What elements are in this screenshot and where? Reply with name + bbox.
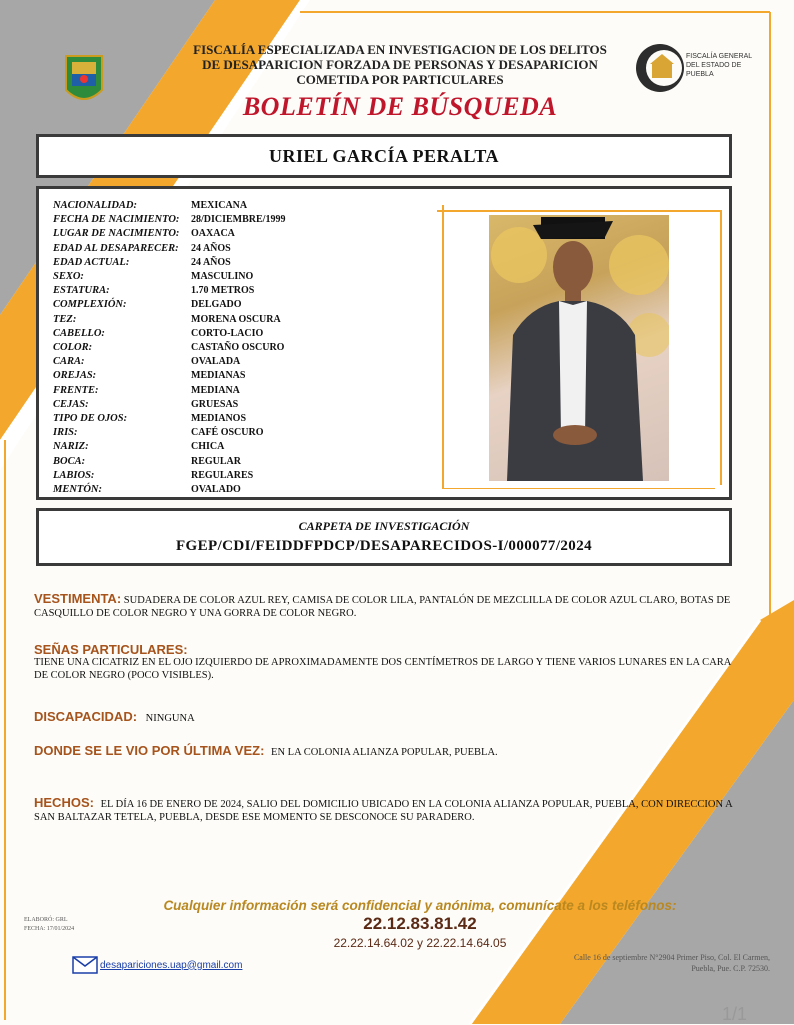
details-list: [53, 199, 285, 497]
detail-value: 24 AÑOS: [191, 256, 231, 268]
detail-row: [53, 455, 285, 469]
bulletin-title: BOLETÍN DE BÚSQUEDA: [242, 92, 558, 121]
detail-row: [53, 227, 285, 241]
detail-row: [53, 341, 285, 355]
detail-value: REGULAR: [191, 455, 242, 467]
confidential-notice: Cualquier información será confidencial y anónima, comunícate a los teléfonos:: [163, 898, 677, 913]
email-contact[interactable]: [72, 956, 242, 974]
agency-title: [150, 42, 650, 87]
detail-value: CASTAÑO OSCURO: [191, 342, 285, 354]
logo-text-line-3: PUEBLA: [686, 71, 714, 78]
elaborated-by: ELABORÓ: GRL: [24, 917, 68, 923]
detail-value: MASCULINO: [191, 271, 254, 283]
investigation-file-number: FGEP/CDI/FEIDDFPDCP/DESAPARECIDOS-I/000077/2024: [175, 538, 593, 554]
detail-label: COMPLEXIÓN:: [53, 299, 127, 311]
facts-section: [34, 796, 734, 824]
investigation-file-label: CARPETA DE INVESTIGACIÓN: [298, 519, 470, 533]
facts-label: HECHOS:: [34, 795, 94, 810]
detail-label: LABIOS:: [53, 469, 95, 481]
detail-row: [53, 440, 285, 454]
clothing-section: [34, 592, 734, 620]
detail-row: [53, 426, 285, 440]
detail-row: [53, 355, 285, 369]
agency-title-line-3: COMETIDA POR PARTICULARES: [296, 72, 504, 87]
detail-row: [53, 242, 285, 256]
detail-value: 24 AÑOS: [191, 242, 231, 254]
elaboration-date: FECHA: 17/01/2024: [24, 926, 75, 932]
detail-value: CHICA: [191, 441, 225, 453]
detail-label: CABELLO:: [53, 327, 105, 339]
main-phone[interactable]: 22.12.83.81.42: [363, 914, 477, 933]
detail-label: EDAD ACTUAL:: [53, 256, 130, 268]
detail-value: OAXACA: [191, 228, 235, 240]
agency-title-line-2: DE DESAPARICION FORZADA DE PERSONAS Y DESAPARICION: [202, 57, 598, 72]
detail-row: [53, 256, 285, 270]
detail-label: OREJAS:: [53, 370, 97, 382]
detail-row: [53, 398, 285, 412]
facts-text: EL DÍA 16 DE ENERO DE 2024, SALIO DEL DOMICILIO UBICADO EN LA COLONIA ALIANZA POPULAR, PUEBLA, CON DIRECCION A SAN BALTAZAR TETELA, PUEBLA, DESDE ESE MOMENTO SE DESCONOCE SU PARADERO.: [34, 799, 733, 823]
elaboration-info: [24, 916, 74, 934]
detail-label: SEXO:: [53, 271, 84, 283]
other-phones[interactable]: 22.22.14.64.02 y 22.22.14.64.05: [333, 936, 507, 950]
detail-value: DELGADO: [191, 299, 242, 311]
last-seen-section: [34, 744, 734, 759]
detail-value: MEDIANAS: [191, 370, 246, 382]
state-seal-icon: [62, 52, 106, 108]
investigation-file-panel: [36, 508, 732, 566]
detail-value: MORENA OSCURA: [191, 313, 281, 325]
particular-marks-text: TIENE UNA CICATRIZ EN EL OJO IZQUIERDO DE APROXIMADAMENTE DOS CENTÍMETROS DE LARGO Y TIENE VARIOS LUNARES EN LA CARA DE COLOR NEGRO (POCO VISIBLES).: [34, 657, 731, 681]
person-photo: [489, 215, 669, 481]
fiscalia-logo: [634, 38, 764, 102]
detail-value: CAFÉ OSCURO: [191, 427, 264, 439]
logo-text-line-2: DEL ESTADO DE: [686, 62, 742, 69]
detail-label: TEZ:: [53, 313, 77, 325]
detail-row: [53, 213, 285, 227]
detail-label: IRIS:: [53, 427, 78, 439]
detail-row: [53, 313, 285, 327]
detail-label: FRENTE:: [53, 384, 99, 396]
detail-value: REGULARES: [191, 469, 254, 481]
detail-row: [53, 270, 285, 284]
detail-label: CEJAS:: [53, 398, 89, 410]
detail-label: BOCA:: [53, 455, 86, 467]
detail-label: MENTÓN:: [53, 484, 102, 496]
clothing-label: VESTIMENTA:: [34, 591, 122, 606]
particular-marks-label: SEÑAS PARTICULARES:: [34, 642, 188, 657]
detail-value: GRUESAS: [191, 398, 239, 410]
detail-value: CORTO-LACIO: [191, 327, 264, 339]
email-address[interactable]: desapariciones.uap@gmail.com: [100, 959, 243, 971]
detail-row: [53, 327, 285, 341]
detail-label: EDAD AL DESAPARECER:: [53, 242, 179, 254]
detail-label: CARA:: [53, 356, 85, 368]
detail-row: [53, 384, 285, 398]
disability-text: NINGUNA: [145, 713, 195, 724]
logo-text-line-1: FISCALÍA GENERAL: [686, 53, 753, 60]
detail-label: ESTATURA:: [53, 285, 110, 297]
detail-value: MEXICANA: [191, 200, 248, 211]
detail-label: LUGAR DE NACIMIENTO:: [53, 228, 180, 240]
detail-row: [53, 483, 285, 497]
particular-marks-section: [34, 643, 734, 682]
person-details-panel: [36, 186, 732, 500]
detail-label: FECHA DE NACIMIENTO:: [53, 214, 180, 226]
detail-label: TIPO DE OJOS:: [53, 413, 128, 425]
detail-row: [53, 199, 285, 213]
detail-row: [53, 469, 285, 483]
detail-value: MEDIANOS: [191, 413, 247, 425]
last-seen-label: DONDE SE LE VIO POR ÚLTIMA VEZ:: [34, 743, 265, 758]
last-seen-text: EN LA COLONIA ALIANZA POPULAR, PUEBLA.: [271, 747, 498, 758]
fiscalia-emblem-icon: [634, 38, 684, 98]
detail-value: OVALADA: [191, 356, 241, 368]
clothing-text: SUDADERA DE COLOR AZUL REY, CAMISA DE COLOR LILA, PANTALÓN DE MEZCLILLA DE COLOR AZUL CLARO, BOTAS DE CASQUILLO DE COLOR NEGRO Y UNA GORRA DE COLOR NEGRO.: [34, 595, 731, 619]
disability-label: DISCAPACIDAD:: [34, 709, 138, 724]
office-address: Calle 16 de septiembre N°2904 Primer Piso, Col. El Carmen, Puebla, Pue. C.P. 72530.: [573, 953, 770, 973]
person-name: URIEL GARCÍA PERALTA: [36, 134, 732, 178]
detail-value: 1.70 METROS: [191, 285, 255, 297]
detail-row: [53, 284, 285, 298]
detail-value: 28/DICIEMBRE/1999: [191, 214, 286, 226]
detail-row: [53, 298, 285, 312]
detail-value: MEDIANA: [191, 384, 240, 396]
mail-icon: [72, 956, 98, 974]
detail-label: NACIONALIDAD:: [53, 200, 138, 211]
detail-label: COLOR:: [53, 342, 93, 354]
page-number: 1/1: [722, 1004, 748, 1024]
detail-row: [53, 369, 285, 383]
disability-section: [34, 710, 734, 725]
detail-value: OVALADO: [191, 484, 241, 496]
detail-row: [53, 412, 285, 426]
agency-title-line-1: FISCALÍA ESPECIALIZADA EN INVESTIGACION DE LOS DELITOS: [193, 42, 607, 57]
detail-label: NARIZ:: [53, 441, 89, 453]
